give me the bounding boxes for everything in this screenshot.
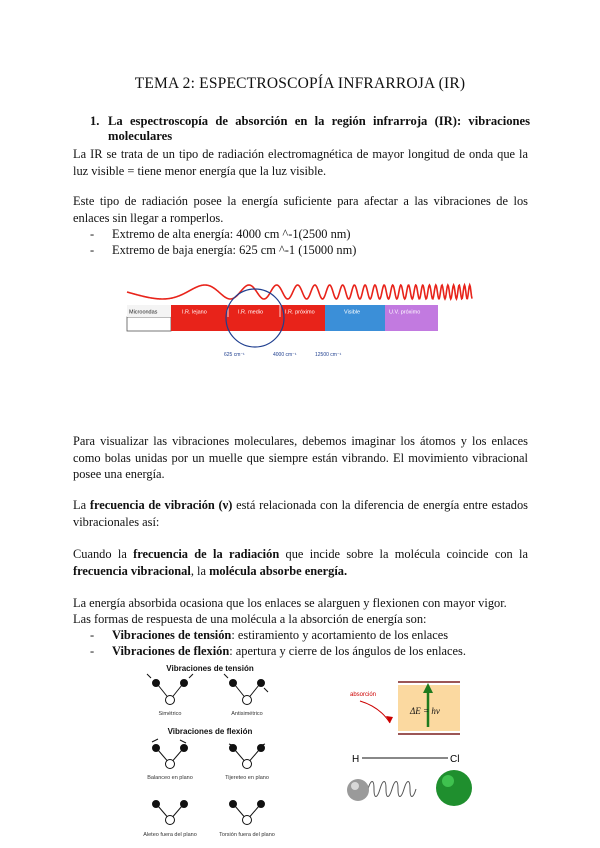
- text-run: Cuando la: [73, 547, 134, 561]
- list-item: [90, 643, 466, 660]
- section-heading-text: La espectroscopía de absorción en la región infrarroja (IR): vibraciones moleculares: [108, 114, 530, 143]
- paragraph-ir-energy: Este tipo de radiación posee la energía suficiente para afectar a las vibraciones de los enlaces sin llegar a romperlos.: [73, 194, 528, 225]
- spectrum-label: I.R. medio: [238, 309, 264, 316]
- list-item: [90, 242, 356, 259]
- spectrum-label: U.V. próximo: [389, 309, 421, 316]
- paragraph-vibration-frequency: [73, 497, 528, 530]
- molecule-wagging: [153, 801, 188, 825]
- mode-label: Tijereteo en plano: [225, 775, 269, 781]
- list-item-bold: Vibraciones de flexión: [112, 644, 230, 658]
- text-bold: frecuencia de la radiación: [133, 547, 280, 561]
- paragraph-ir-definition: La IR se trata de un tipo de radiación electromagnética de mayor longitud de onda que la luz visible = tiene menor energía que la luz visible.: [73, 147, 528, 178]
- text-bold: frecuencia de vibración (ν): [89, 498, 233, 512]
- text-run: , la: [190, 563, 210, 578]
- text-run: que incide sobre la molécula coincide con la: [279, 547, 528, 561]
- atom-label-h: H: [352, 754, 360, 765]
- ir-spectrum-figure: [118, 274, 478, 366]
- absorcion-label: absorción: [350, 692, 377, 698]
- mode-label: Antisimétrico: [231, 711, 263, 717]
- chlorine-atom: [436, 770, 472, 806]
- list-item-bold: Vibraciones de tensión: [112, 628, 232, 642]
- text-bold: frecuencia vibracional: [73, 563, 191, 578]
- text-bold: molécula absorbe energía.: [209, 563, 348, 578]
- spectrum-tick: 4000 cm⁻¹: [273, 352, 297, 358]
- spectrum-tick: 12500 cm⁻¹: [315, 352, 342, 358]
- mode-label: Balanceo en plano: [147, 775, 193, 781]
- bend-title: Vibraciones de flexión: [167, 727, 253, 736]
- list-item: [90, 226, 351, 243]
- molecule-scissoring: [229, 744, 265, 769]
- spectrum-band-visible: [325, 317, 385, 331]
- vibration-modes-figure: [125, 660, 295, 842]
- list-item-text: Extremo de alta energía: 4000 cm ^-1(2500 nm): [112, 227, 351, 241]
- wave-line: [127, 285, 472, 299]
- spring: [368, 782, 416, 797]
- mode-label: Aleteo fuera del plano: [143, 832, 197, 838]
- bullet-dash: -: [90, 628, 95, 642]
- absorption-figure: [330, 665, 480, 815]
- spectrum-label: I.R. lejano: [182, 309, 207, 316]
- molecule-symmetric: [147, 674, 193, 705]
- spectrum-band-microondas: [127, 317, 171, 331]
- list-item-text: : estiramiento y acortamiento de los enlaces: [231, 628, 449, 642]
- spectrum-label: Visible: [344, 309, 361, 316]
- page-title: TEMA 2: ESPECTROSCOPÍA INFRARROJA (IR): [134, 75, 466, 92]
- spectrum-band-ir: [171, 317, 325, 331]
- atom-label-cl: Cl: [450, 754, 460, 765]
- list-item: [90, 627, 448, 644]
- bullet-dash: -: [90, 644, 95, 658]
- bullet-dash: -: [90, 243, 95, 257]
- section-heading: [90, 114, 530, 144]
- molecule-rocking: [152, 739, 188, 769]
- text-run: La: [73, 498, 90, 512]
- spectrum-label: Microondas: [129, 309, 158, 316]
- mode-label: Torsión fuera del plano: [219, 832, 275, 838]
- spectrum-tick: 625 cm⁻¹: [224, 352, 245, 358]
- spectrum-label: I.R. próximo: [285, 309, 315, 316]
- bullet-dash: -: [90, 227, 95, 241]
- paragraph-absorption-condition: [73, 546, 528, 579]
- hydrogen-atom: [347, 779, 369, 801]
- section-number: 1.: [90, 114, 100, 128]
- spectrum-band-uv: [385, 317, 438, 331]
- list-item-text: : apertura y cierre de los ángulos de los enlaces.: [229, 644, 466, 658]
- energy-equation: ΔE = hν: [410, 706, 440, 716]
- paragraph-absorbed-energy: La energía absorbida ocasiona que los enlaces se alarguen y flexionen con mayor vigor.: [73, 596, 507, 610]
- text-run: está relacionada con la diferencia de energía entre estados vibracionales así:: [73, 498, 529, 529]
- list-item-text: Extremo de baja energía: 625 cm ^-1 (15000 nm): [112, 243, 357, 257]
- paragraph-molecular-model: Para visualizar las vibraciones moleculares, debemos imaginar los átomos y los enlaces como bolas unidas por un muelle que siempre están vibrando. El movimiento vibracional posee una energía.: [73, 434, 528, 481]
- stretch-title: Vibraciones de tensión: [166, 664, 254, 673]
- mode-label: Simétrico: [158, 711, 182, 717]
- molecule-twisting: [230, 801, 265, 825]
- paragraph-response-forms: Las formas de respuesta de una molécula a la absorción de energía son:: [73, 612, 427, 626]
- molecule-antisymmetric: [224, 674, 268, 705]
